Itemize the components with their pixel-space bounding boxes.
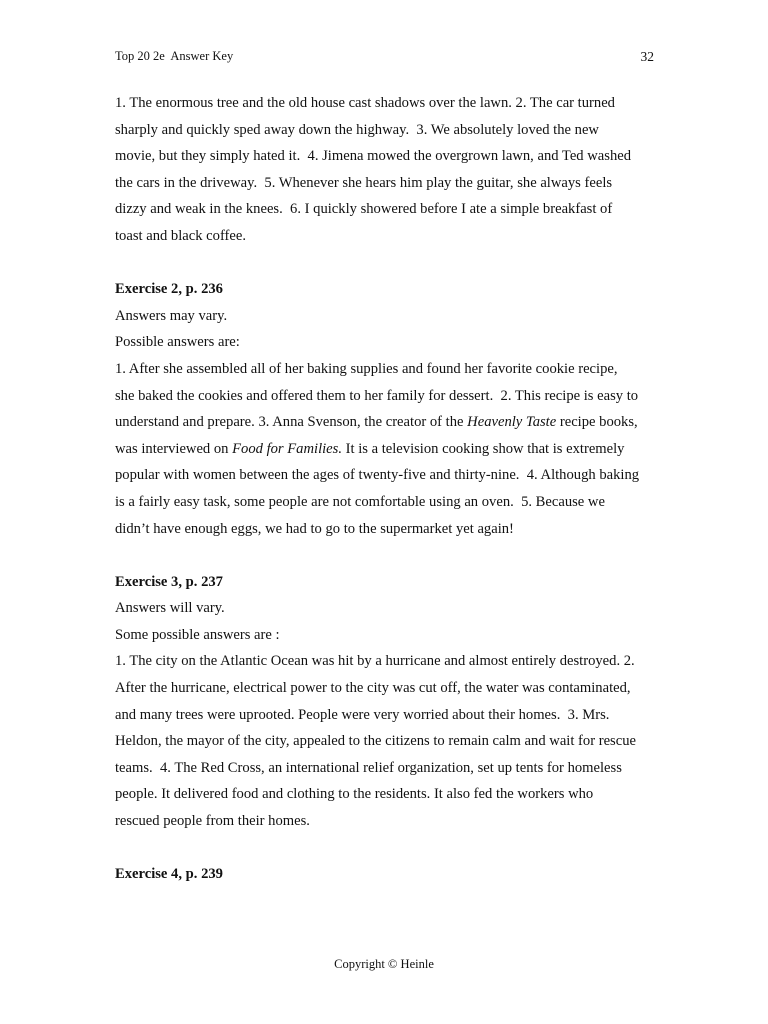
exercise2-note: Possible answers are: [115,334,240,351]
page-header [115,49,654,67]
exercise3-line: people. It delivered food and clothing to the residents. It also fed the workers who [115,786,594,803]
exercise1-line: 1. The enormous tree and the old house cast shadows over the lawn. 2. The car turned [115,95,615,111]
page-body [115,90,675,888]
exercise2-heading: Exercise 2, p. 236 [115,281,223,298]
book-title-heavenly-taste: Heavenly Taste [467,414,557,431]
exercise2-line [115,409,675,436]
exercise2-line3-text: understand and prepare. 3. Anna Svenson, the creator of the [115,414,468,431]
exercise3-line: teams. 4. The Red Cross, an international relief organization, set up tents for homeless [115,759,622,776]
copyright-footer: Copyright © Heinle [334,957,434,971]
exercise2-line4-text: was interviewed on [115,440,233,457]
exercise1-line: the cars in the driveway. 5. Whenever she hears him play the guitar, she always feels [115,174,613,191]
exercise3-note: Answers will vary. [115,600,225,617]
exercise2-line4-text-end: It is a television cooking show that is extremely [341,440,625,457]
exercise1-line: movie, but they simply hated it. 4. Jimena mowed the overgrown lawn, and Ted washed [115,148,632,165]
exercise3-line: Heldon, the mayor of the city, appealed to the citizens to remain calm and wait for rescue [115,733,636,750]
exercise4-heading: Exercise 4, p. 239 [115,866,223,883]
exercise2-line: 1. After she assembled all of her baking supplies and found her favorite cookie recipe, [115,360,618,377]
exercise1-line: sharply and quickly sped away down the highway. 3. We absolutely loved the new [115,121,599,138]
page-number: 32 [640,49,654,64]
exercise3-line: rescued people from their homes. [115,813,310,830]
exercise3-line: 1. The city on the Atlantic Ocean was hit by a hurricane and almost entirely destroyed. 2. [115,653,635,670]
exercise1-line: toast and black coffee. [115,227,247,244]
exercise3-line: After the hurricane, electrical power to the city was cut off, the water was contaminated, [115,680,631,697]
exercise2-line: popular with women between the ages of twenty-five and thirty-nine. 4. Although baking [115,467,640,484]
exercise3-line: and many trees were uprooted. People were very worried about their homes. 3. Mrs. [115,706,610,723]
exercise3-heading: Exercise 3, p. 237 [115,573,223,590]
exercise3-note: Some possible answers are : [115,626,280,643]
exercise2-note: Answers may vary. [115,307,228,324]
exercise1-line: dizzy and weak in the knees. 6. I quickly showered before I ate a simple breakfast of [115,201,613,218]
show-title-food-for-families: Food for Families. [232,440,342,457]
exercise2-line: she baked the cookies and offered them to her family for dessert. 2. This recipe is easy to [115,387,639,404]
exercise2-line: is a fairly easy task, some people are not comfortable using an oven. 5. Because we [115,493,605,510]
running-header-title: Top 20 2e Answer Key [115,49,234,63]
exercise2-line: didn’t have enough eggs, we had to go to the supermarket yet again! [115,520,514,537]
exercise2-line3-text-end: recipe books, [556,414,638,431]
exercise2-line [115,436,675,463]
